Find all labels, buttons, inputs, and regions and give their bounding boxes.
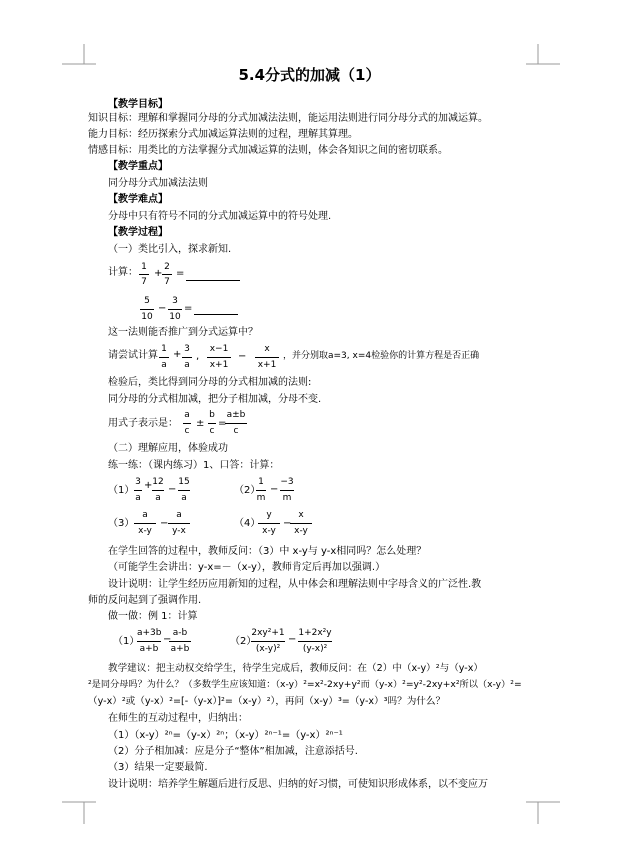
after-check: 检验后，类比得到同分母的分式相加减的法则: — [108, 377, 312, 388]
f-num2: b — [209, 410, 215, 420]
c2-eq: = — [184, 303, 193, 314]
e1-num2: 12 — [152, 477, 164, 487]
e1-op1: + — [144, 480, 153, 491]
e2-bar1 — [256, 490, 266, 491]
e3-label: （3） — [108, 518, 135, 529]
f-bar3 — [225, 423, 247, 424]
e4-num1: y — [266, 510, 272, 520]
c1-num1: 1 — [141, 262, 147, 272]
x2-den2: (y-x)² — [302, 644, 328, 654]
f-den2: c — [209, 426, 215, 436]
x1-label: （1） — [113, 636, 140, 647]
e3-bar1 — [134, 523, 156, 524]
x1-op: − — [163, 634, 172, 645]
section-2: （二）理解应用，体验成功 — [108, 443, 228, 454]
c2-num2: 3 — [172, 296, 178, 306]
goal-emotion: 情感目标：用类比的方法掌握分式加减运算的法则，体会各知识之间的密切联系。 — [88, 145, 448, 156]
e3-den2: y-x — [172, 526, 186, 536]
c2-den2: 10 — [169, 312, 181, 322]
rule-text: 同分母的分式相加减，把分子相加减，分母不变. — [108, 394, 322, 405]
t1-num1: 1 — [161, 344, 167, 354]
section-1: （一）类比引入，探求新知. — [108, 244, 232, 255]
e3-num2: a — [176, 510, 182, 520]
e3-num1: a — [142, 510, 148, 520]
e2-num2: −3 — [280, 477, 294, 487]
c2-bar2 — [168, 309, 182, 310]
e1-den3: a — [181, 493, 187, 503]
x2-num1: 2xy²+1 — [251, 628, 285, 638]
t2-bar2 — [255, 357, 279, 358]
x1-num2: a-b — [172, 628, 188, 638]
c1-answer-blank — [186, 280, 240, 281]
f-eq: = — [218, 418, 227, 429]
goal-knowledge: 知识目标：理解和掌握同分母的分式加减法法则，能运用法则进行同分母分式的加减运算。 — [88, 113, 488, 124]
t2-num2: x — [264, 344, 270, 354]
e2-label: （2） — [234, 485, 261, 496]
e1-num1: 3 — [135, 477, 141, 487]
e4-op: − — [283, 518, 292, 529]
f-den3: c — [233, 426, 239, 436]
t2-den2: x+1 — [257, 360, 277, 370]
t1-den2: a — [184, 360, 190, 370]
t2-num1: x−1 — [209, 344, 229, 354]
c1-op: + — [154, 268, 163, 279]
key-point: 同分母分式加减法法则 — [108, 178, 208, 189]
e1-label: （1） — [108, 485, 135, 496]
c1-bar2 — [162, 274, 172, 275]
e1-den1: a — [135, 493, 141, 503]
corner-mark-top-left — [62, 44, 96, 66]
e2-op: − — [270, 484, 279, 495]
e1-bar1 — [134, 490, 142, 491]
heading-key: 【教学重点】 — [108, 161, 168, 172]
c1-den1: 7 — [141, 277, 147, 287]
practice-line: 练一练：（课内练习）1、口答：计算： — [108, 460, 280, 471]
corner-mark-top-right — [526, 44, 560, 66]
x1-bar2 — [169, 641, 191, 642]
summary-3: （3）结果一定要最简. — [108, 762, 208, 773]
e3-op: − — [160, 518, 169, 529]
e4-num2: x — [298, 510, 304, 520]
c2-op: − — [158, 303, 167, 314]
t2-den1: x+1 — [209, 360, 229, 370]
t1-den1: a — [161, 360, 167, 370]
goal-ability: 能力目标：经历探索分式加减运算法则的过程，理解其算理。 — [88, 129, 358, 140]
calc-label: 计算： — [108, 267, 138, 278]
difficulty-point: 分母中只有符号不同的分式加减运算中的符号处理. — [108, 211, 332, 222]
try-prefix: 请尝试计算 — [108, 350, 158, 361]
c2-answer-blank — [194, 314, 238, 315]
formula-prefix: 用式子表示是： — [108, 418, 178, 429]
e2-den2: m — [282, 493, 292, 503]
design-note-2: 设计说明：培养学生解题后进行反思、归纳的好习惯，可使知识形成体系，以不变应万 — [108, 779, 488, 790]
summary-1: （1）（x-y）²ⁿ=（y-x）²ⁿ；（x-y）²ⁿ⁻¹=（y-x）²ⁿ⁻¹ — [108, 730, 343, 741]
c1-den2: 7 — [164, 277, 170, 287]
advice-1: 教学建议：把主动权交给学生，待学生完成后，教师反问：在（2）中（x-y）²与（y-x） — [108, 663, 484, 674]
x1-den1: a+b — [139, 644, 159, 654]
heading-difficulty: 【教学难点】 — [108, 194, 168, 205]
x2-num2: 1+2x²y — [298, 628, 332, 638]
e4-den1: x-y — [262, 526, 276, 536]
e1-bar3 — [178, 490, 190, 491]
x1-num1: a+3b — [137, 628, 162, 638]
e2-num1: 1 — [258, 477, 264, 487]
question-line: 这一法则能否推广到分式运算中？ — [108, 327, 258, 338]
f-bar1 — [183, 423, 191, 424]
t2-bar1 — [207, 357, 231, 358]
design-note-1a: 设计说明：让学生经历应用新知的过程，从中体会和理解法则中字母含义的广泛性.教 — [108, 579, 482, 590]
e3-den1: x-y — [138, 526, 152, 536]
summary-intro: 在师生的互动过程中，归纳出： — [108, 713, 248, 724]
f-num1: a — [184, 410, 190, 420]
e4-label: （4） — [234, 518, 261, 529]
x2-bar1 — [251, 641, 285, 642]
x1-bar1 — [137, 641, 161, 642]
x2-den1: (x-y)² — [255, 644, 281, 654]
t1-op: + — [173, 349, 182, 360]
e1-op2: − — [168, 484, 177, 495]
e2-bar2 — [280, 490, 294, 491]
c2-den1: 10 — [141, 312, 153, 322]
c1-bar1 — [139, 274, 149, 275]
e1-den2: a — [155, 493, 161, 503]
f-num3: a±b — [226, 410, 246, 420]
summary-2: （2）分子相加减：应是分子“整体”相加减，注意添括号. — [108, 746, 358, 757]
e2-den1: m — [256, 493, 266, 503]
c1-eq: = — [176, 268, 185, 279]
try-suffix: ，并分别取a=3, x=4检验你的计算方程是否正确 — [283, 351, 480, 361]
t1-bar2 — [182, 357, 192, 358]
page-title: 5.4分式的加减（1） — [238, 66, 381, 84]
t1-num2: 3 — [184, 344, 190, 354]
e1-bar2 — [152, 490, 164, 491]
e4-bar2 — [290, 523, 312, 524]
x1-den2: a+b — [170, 644, 190, 654]
e4-bar1 — [258, 523, 280, 524]
advice-3: （y-x）²或（y-x）²=[-（y-x）]²=（x-y）²），再问（x-y）³=（y-x）³吗？为什么？ — [88, 696, 446, 707]
corner-mark-bottom-right — [526, 800, 560, 824]
c2-bar1 — [140, 309, 154, 310]
heading-goals: 【教学目标】 — [108, 99, 168, 110]
x2-op: − — [288, 634, 297, 645]
example-line: 做一做：例 1：计算 — [108, 611, 198, 622]
x2-bar2 — [298, 641, 332, 642]
e1-num3: 15 — [178, 477, 190, 487]
teacher-question: 在学生回答的过程中，教师反问：（3）中 x-y与 y-x相同吗？怎么处理？ — [108, 546, 427, 557]
f-op: ± — [196, 418, 205, 429]
student-answer: （可能学生会讲出：y-x=－（x-y），教师肯定后再加以强调.） — [108, 562, 386, 573]
x2-label: （2） — [230, 636, 257, 647]
t1-sep: , — [196, 351, 200, 362]
advice-2: ²是同分母吗？为什么？（多数学生应该知道：（x-y）²=x²-2xy+y²而（y-x）²=y²-2xy+x²所以（x-y）²= — [88, 679, 522, 690]
e4-den2: x-y — [294, 526, 308, 536]
f-bar2 — [208, 423, 216, 424]
t1-bar1 — [159, 357, 169, 358]
t2-op: − — [238, 351, 247, 362]
design-note-1b: 师的反问起到了强调作用. — [88, 595, 202, 606]
e3-bar2 — [168, 523, 190, 524]
c2-num1: 5 — [144, 296, 150, 306]
heading-process: 【教学过程】 — [108, 227, 168, 238]
f-den1: c — [184, 426, 190, 436]
corner-mark-bottom-left — [62, 800, 96, 824]
c1-num2: 2 — [164, 262, 170, 272]
